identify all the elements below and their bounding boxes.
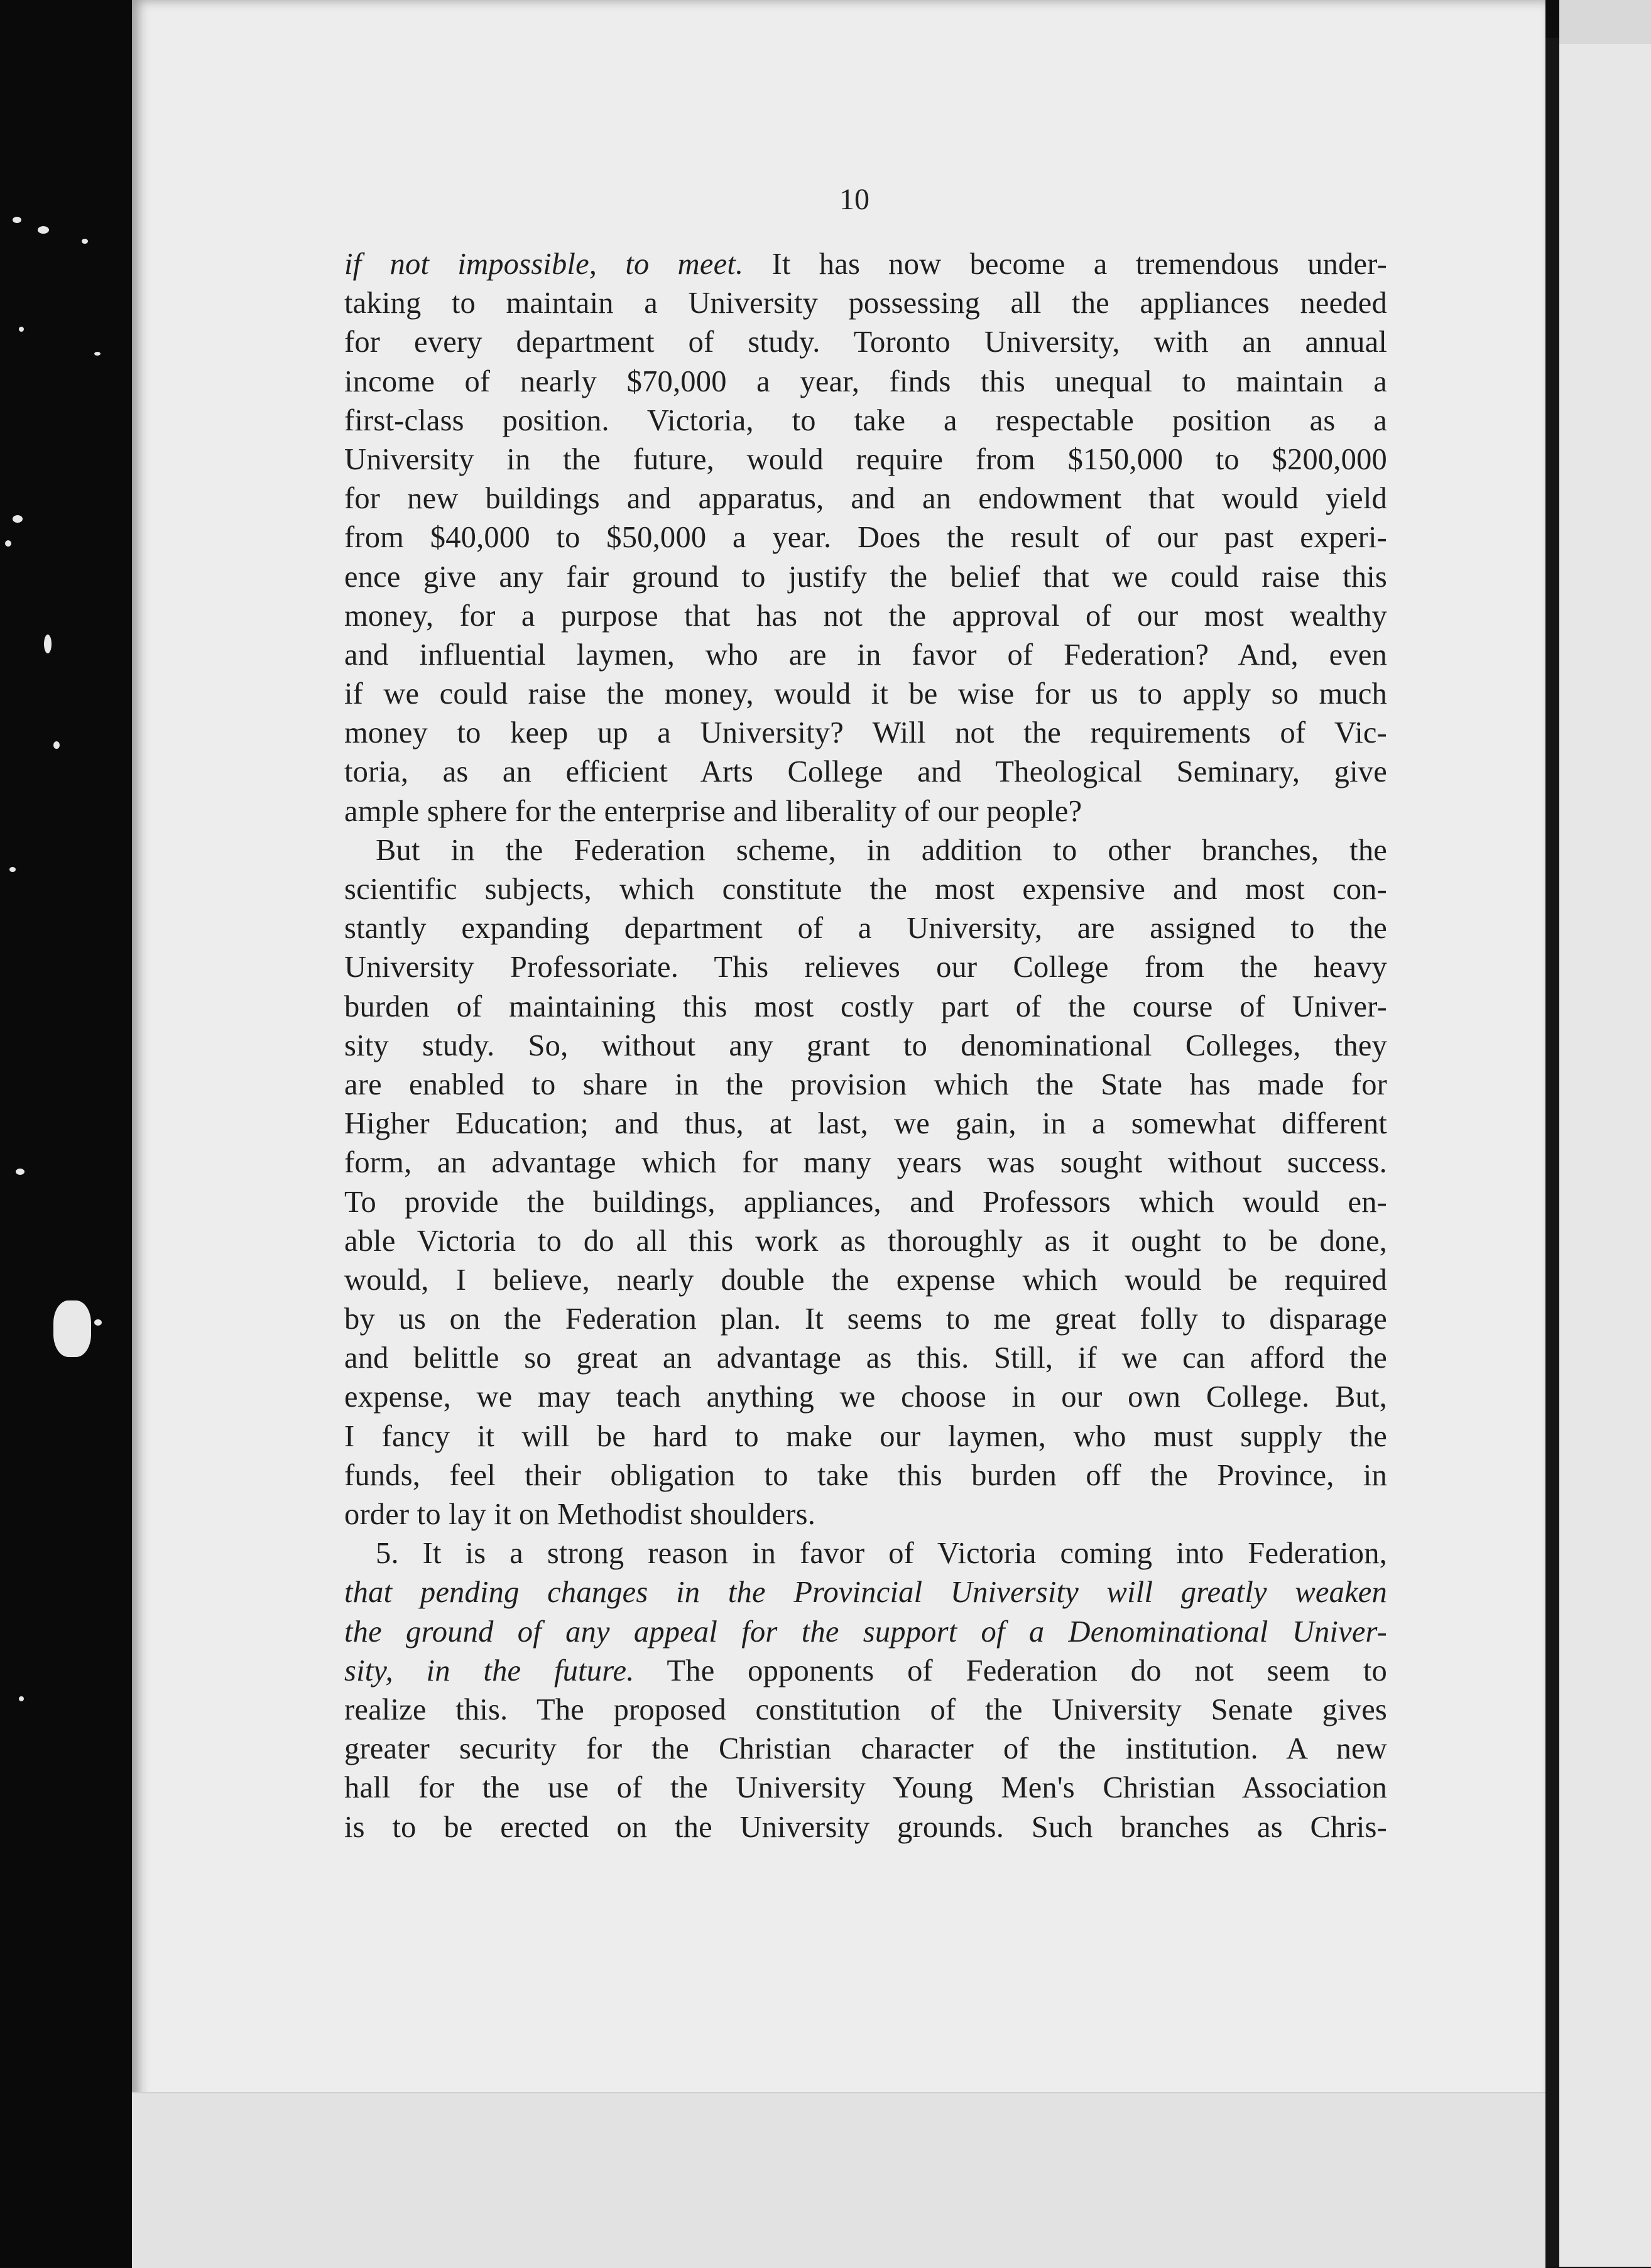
text-segment: Higher Education; and thus, at last, we gain, in a somewhat different [344,1107,1387,1141]
text-segment: would, I believe, nearly double the expense which would be required [344,1263,1387,1297]
text-segment: University Professoriate. This relieves our College from the heavy [344,951,1387,984]
text-line [344,1066,1387,1104]
text-line [344,1456,1387,1495]
text-line [344,1808,1387,1847]
text-segment: money to keep up a University? Will not the requirements of Vic- [344,716,1387,750]
text-line [344,440,1387,479]
adjacent-page-top-edge [1559,0,1651,44]
text-segment: expense, we may teach anything we choose in our own College. But, [344,1380,1387,1414]
text-segment: money, for a purpose that has not the approval of our most wealthy [344,599,1387,633]
text-segment: and influential laymen, who are in favor of Federation? And, even [344,638,1387,672]
adjacent-page [1559,0,1651,2267]
text-line [344,1691,1387,1730]
text-line [344,1339,1387,1378]
text-line [344,1300,1387,1339]
text-line [344,1769,1387,1807]
text-line [344,479,1387,518]
text-line [344,792,1387,831]
scan-speck [53,1300,91,1357]
text-segment: for every department of study. Toronto University, with an annual [344,325,1387,359]
text-line [344,1652,1387,1691]
scan-speck [38,226,49,234]
text-segment: scientific subjects, which constitute the most expensive and most con- [344,873,1387,906]
scan-left-margin [0,0,132,2267]
italic-text-segment: the ground of any appeal for the support of a Denominational Univer- [344,1615,1387,1649]
scan-speck [44,635,52,653]
text-segment: ence give any fair ground to justify the belief that we could raise this [344,560,1387,594]
text-line [344,1183,1387,1222]
text-line [344,363,1387,401]
scan-speck [16,1169,25,1175]
text-line [344,1417,1387,1456]
text-segment: stantly expanding department of a University, are assigned to the [344,912,1387,946]
page-number: 10 [839,183,869,216]
text-line [344,1143,1387,1182]
text-segment: sity study. So, without any grant to denominational Colleges, they [344,1028,1387,1062]
text-segment: taking to maintain a University possessing all the appliances needed [344,286,1387,320]
text-segment: form, an advantage which for many years was sought without success. [344,1146,1387,1180]
scan-speck [13,217,21,223]
scan-speck [5,540,11,547]
text-line [344,245,1387,284]
text-segment: and belittle so great an advantage as this. Still, if we can afford the [344,1341,1387,1375]
text-segment: 5. It is a strong reason in favor of Victoria coming into Federation, [376,1537,1387,1571]
scan-speck [9,867,16,872]
scan-speck [19,327,24,332]
italic-text-segment: that pending changes in the Provincial University will greatly weaken [344,1576,1387,1610]
text-line [344,1378,1387,1417]
text-line [344,401,1387,440]
text-segment: It has now become a tremendous under- [743,248,1388,281]
text-line [344,518,1387,557]
text-line [344,714,1387,753]
text-line [344,675,1387,714]
text-segment: greater security for the Christian character of the institution. A new [344,1732,1387,1766]
text-segment: I fancy it will be hard to make our laymen, who must supply the [344,1419,1387,1453]
text-segment: hall for the use of the University Young Men's Christian Association [344,1771,1387,1805]
text-line [344,323,1387,362]
text-line [344,1027,1387,1066]
text-segment: toria, as an efficient Arts College and Theological Seminary, give [344,755,1387,789]
text-segment: is to be erected on the University grounds. Such branches as Chris- [344,1810,1387,1844]
scan-speck [13,515,23,523]
text-line [344,1261,1387,1300]
text-line [344,1222,1387,1261]
text-segment: The opponents of Federation do not seem to [634,1654,1387,1687]
text-segment: burden of maintaining this most costly part of the course of Univer- [344,990,1387,1023]
text-segment: ample sphere for the enterprise and liberality of our people? [344,794,1082,828]
text-line [344,597,1387,636]
text-segment: But in the Federation scheme, in addition to other branches, the [376,833,1387,867]
text-line [344,1104,1387,1143]
text-line [344,948,1387,987]
text-segment: if we could raise the money, would it be wise for us to apply so much [344,677,1387,711]
text-segment: are enabled to share in the provision which the State has made for [344,1067,1387,1101]
text-segment: realize this. The proposed constitution of the University Senate gives [344,1693,1387,1726]
text-line [344,1573,1387,1612]
text-line [344,636,1387,675]
text-segment: for new buildings and apparatus, and an endowment that would yield [344,482,1387,516]
text-line [344,1534,1387,1573]
text-line [344,870,1387,909]
body-text [344,245,1387,1847]
page-lower-edge [132,2092,1545,2268]
text-line [344,988,1387,1027]
scan-speck [94,1319,102,1326]
text-line [344,831,1387,870]
text-line [344,284,1387,323]
text-segment: To provide the buildings, appliances, and Professors which would en- [344,1185,1387,1219]
text-line [344,909,1387,948]
scan-speck [19,1696,24,1701]
italic-text-segment: sity, in the future. [344,1654,635,1687]
text-line [344,1495,1387,1534]
text-line [344,558,1387,597]
text-segment: able Victoria to do all this work as thoroughly as it ought to be done, [344,1224,1387,1258]
page-binding [1545,38,1559,2267]
text-segment: order to lay it on Methodist shoulders. [344,1498,816,1531]
text-segment: income of nearly $70,000 a year, finds this unequal to maintain a [344,364,1387,398]
scan-speck [94,352,101,356]
text-line [344,1730,1387,1769]
text-line [344,753,1387,792]
scan-speck [82,239,88,244]
text-segment: from $40,000 to $50,000 a year. Does the result of our past experi- [344,521,1387,555]
text-line [344,1613,1387,1652]
text-segment: University in the future, would require from $150,000 to $200,000 [344,442,1387,476]
scan-speck [53,741,60,749]
text-segment: first-class position. Victoria, to take a respectable position as a [344,403,1387,437]
text-segment: funds, feel their obligation to take this burden off the Province, in [344,1458,1387,1492]
italic-text-segment: if not impossible, to meet. [344,248,744,281]
text-segment: by us on the Federation plan. It seems to me great folly to disparage [344,1302,1387,1336]
